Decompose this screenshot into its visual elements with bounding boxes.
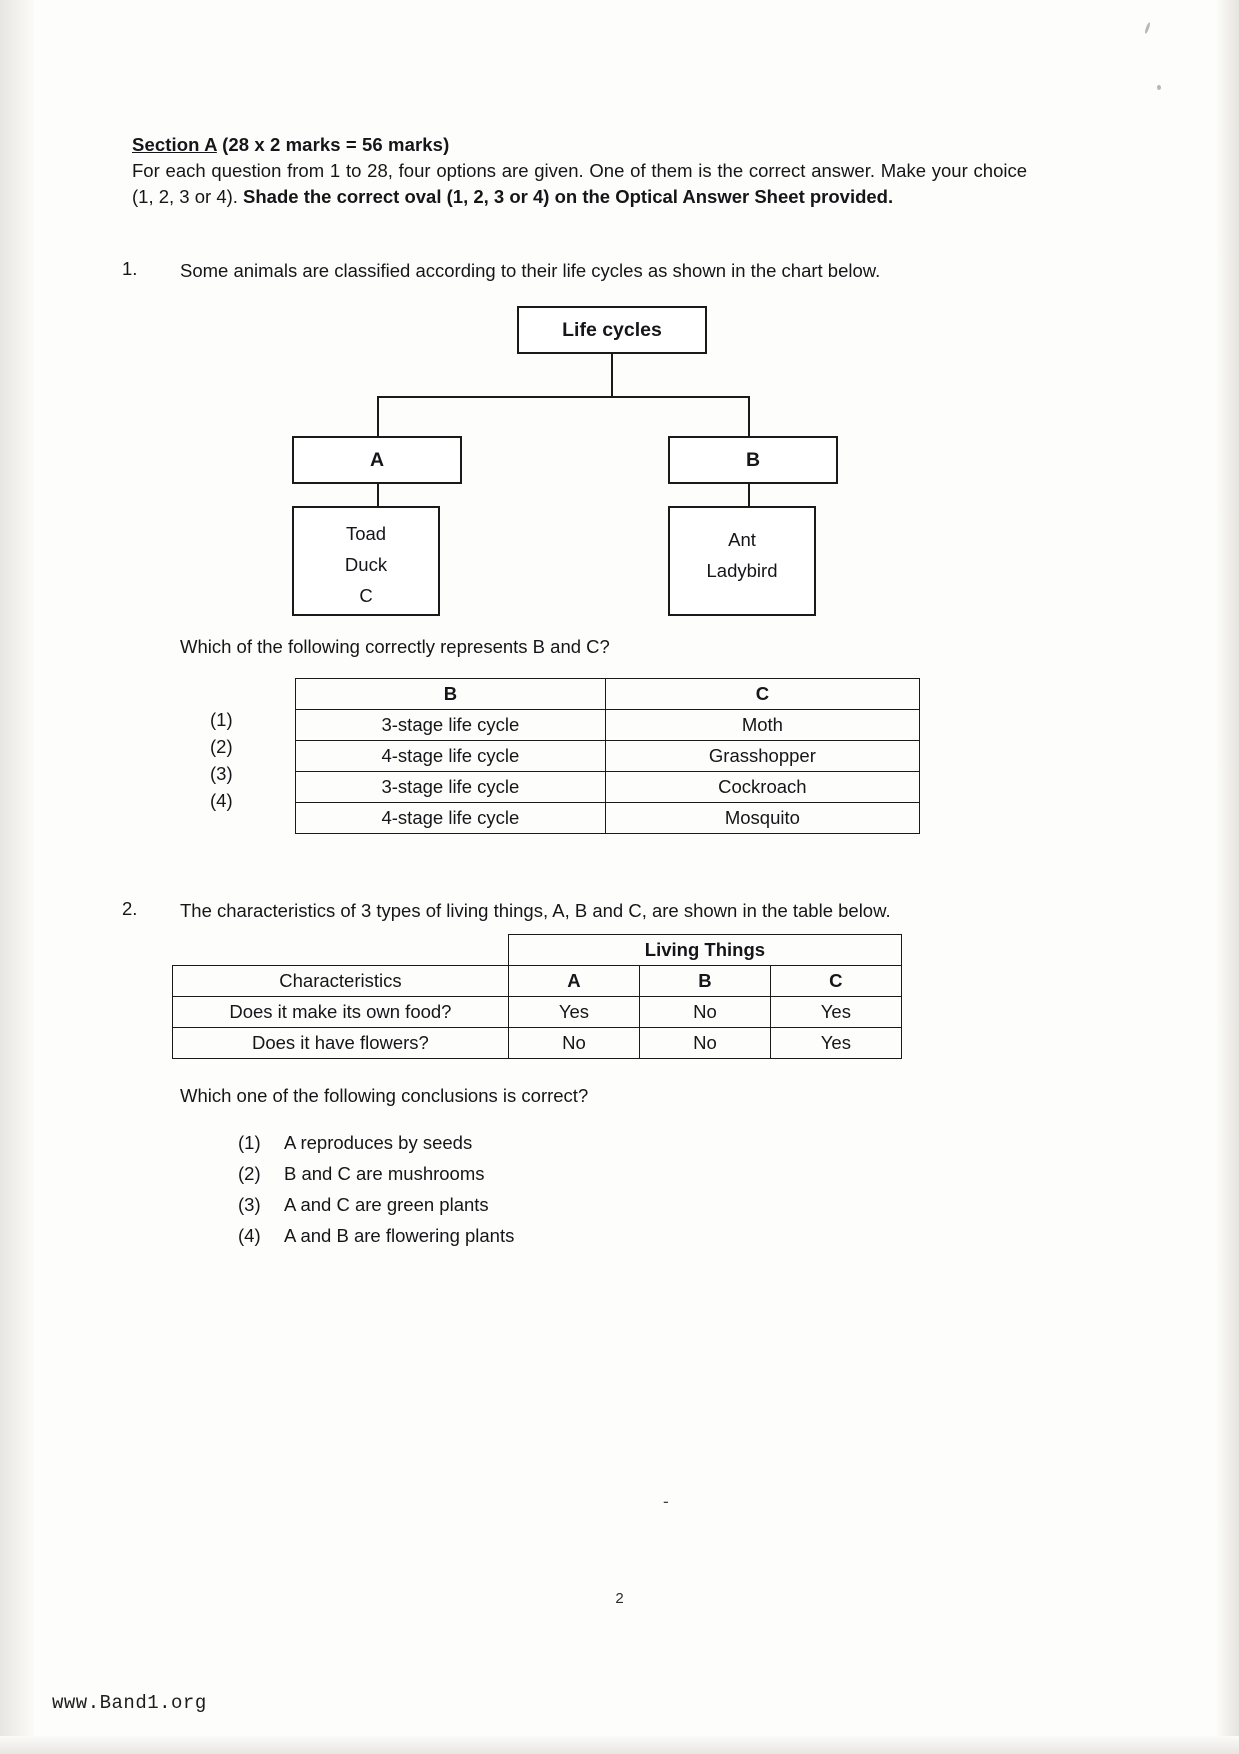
- question-1-flowchart: [180, 298, 1062, 628]
- choice-item: [238, 1220, 1062, 1251]
- cell-c: Yes: [770, 1028, 901, 1059]
- flowchart-leaf-left-item: Toad: [345, 523, 387, 544]
- cell-b: 4-stage life cycle: [296, 741, 606, 772]
- question-2-stem: The characteristics of 3 types of living things, A, B and C, are shown in the table below.: [180, 900, 891, 921]
- option-label: (1): [210, 709, 233, 730]
- table-header-row: [296, 679, 920, 710]
- choice-item: [238, 1189, 1062, 1220]
- flowchart-connector-right-down: [748, 396, 750, 438]
- cell-c: Cockroach: [605, 772, 919, 803]
- choice-item: [238, 1127, 1062, 1158]
- cell-characteristic: Does it make its own food?: [173, 997, 509, 1028]
- cell-c: Yes: [770, 997, 901, 1028]
- page-edge-left: [0, 0, 34, 1754]
- table-row: [173, 1028, 902, 1059]
- choice-label: (4): [238, 1225, 261, 1246]
- flowchart-leaf-left: [292, 506, 440, 616]
- column-header-b: B: [640, 966, 771, 997]
- flowchart-leaf-right: [668, 506, 816, 616]
- cell-c: Mosquito: [605, 803, 919, 834]
- instructions-line-2-bold: Shade the correct oval (1, 2, 3 or 4) on: [243, 186, 578, 207]
- choice-label: (2): [238, 1163, 261, 1184]
- table-row: [296, 710, 920, 741]
- flowchart-connector-a-down: [377, 484, 379, 508]
- scan-speck: [1157, 85, 1161, 90]
- table-header-row: [173, 966, 902, 997]
- choice-text: A and B are flowering plants: [284, 1225, 515, 1246]
- choice-text: A reproduces by seeds: [284, 1132, 473, 1153]
- choice-text: B and C are mushrooms: [284, 1163, 485, 1184]
- option-label: (2): [210, 736, 233, 757]
- option-label: (3): [210, 763, 233, 784]
- question-1-option-table: [295, 678, 920, 834]
- question-2-table: [172, 934, 902, 1059]
- page-number: 2: [615, 1590, 624, 1607]
- option-label: (4): [210, 790, 233, 811]
- question-1-ask: Which of the following correctly represents B and C?: [180, 636, 610, 657]
- cell-a: Yes: [508, 997, 639, 1028]
- flowchart-leaf-left-item: C: [359, 585, 373, 606]
- flowchart-node-b: B: [668, 436, 838, 484]
- column-header-characteristics: Characteristics: [173, 966, 509, 997]
- cell-b: 3-stage life cycle: [296, 710, 606, 741]
- question-1-option-table-wrapper: [210, 678, 1062, 834]
- section-instructions: [132, 158, 1027, 210]
- footer-url: www.Band1.org: [52, 1692, 207, 1714]
- column-header-c: C: [605, 679, 919, 710]
- group-header-living-things: Living Things: [508, 935, 901, 966]
- question-2-number: 2.: [122, 898, 138, 919]
- cell-c: Moth: [605, 710, 919, 741]
- column-header-a: A: [508, 966, 639, 997]
- stray-dash-mark: -: [663, 1492, 669, 1511]
- question-2-table-wrapper: [172, 934, 1062, 1059]
- question-1-number: 1.: [122, 258, 138, 279]
- column-header-c: C: [770, 966, 901, 997]
- question-1-option-labels: [210, 706, 233, 814]
- cell-b: 3-stage life cycle: [296, 772, 606, 803]
- choice-label: (3): [238, 1194, 261, 1215]
- column-header-b: B: [296, 679, 606, 710]
- cell-b: 4-stage life cycle: [296, 803, 606, 834]
- table-row: [296, 741, 920, 772]
- table-row: [173, 997, 902, 1028]
- table-group-header-row: [173, 935, 902, 966]
- flowchart-connector-root-down: [611, 354, 613, 398]
- cell-b: No: [640, 997, 771, 1028]
- question-2: [122, 898, 1062, 1251]
- page-edge-bottom: [0, 1736, 1239, 1754]
- cell-characteristic: Does it have flowers?: [173, 1028, 509, 1059]
- flowchart-connector-left-down: [377, 396, 379, 438]
- flowchart-node-a: A: [292, 436, 462, 484]
- flowchart-leaf-right-item: Ladybird: [706, 560, 778, 581]
- page-edge-right: [1217, 0, 1239, 1754]
- choice-item: [238, 1158, 1062, 1189]
- cell-a: No: [508, 1028, 639, 1059]
- choice-label: (1): [238, 1132, 261, 1153]
- cell-b: No: [640, 1028, 771, 1059]
- question-2-choices: [238, 1127, 1062, 1251]
- section-heading: [132, 134, 1062, 156]
- empty-corner-cell: [173, 935, 509, 966]
- section-heading-rest: (28 x 2 marks = 56 marks): [216, 134, 450, 155]
- instructions-line-1: For each question from 1 to 28, four options are given. One of them is the correct: [132, 160, 806, 181]
- section-heading-underlined: Section A: [132, 134, 217, 155]
- instructions-line-2: answer. Make your choice (1, 2, 3 or 4).: [132, 160, 1028, 207]
- question-1-stem: Some animals are classified according to their life cycles as shown in the chart below.: [180, 260, 881, 281]
- cell-c: Grasshopper: [605, 741, 919, 772]
- choice-text: A and C are green plants: [284, 1194, 489, 1215]
- flowchart-leaf-left-item: Duck: [344, 554, 388, 575]
- flowchart-connector-horizontal: [377, 396, 750, 398]
- question-2-ask: Which one of the following conclusions is correct?: [180, 1085, 589, 1106]
- question-1: [122, 258, 1062, 834]
- table-row: [296, 803, 920, 834]
- flowchart-connector-b-down: [748, 484, 750, 508]
- scan-speck: [1144, 22, 1151, 34]
- flowchart-leaf-right-item: Ant: [728, 529, 756, 550]
- table-row: [296, 772, 920, 803]
- page-content: [122, 134, 1062, 1251]
- instructions-line-3-bold: the Optical Answer Sheet provided.: [582, 186, 894, 207]
- flowchart-root-node: Life cycles: [517, 306, 707, 354]
